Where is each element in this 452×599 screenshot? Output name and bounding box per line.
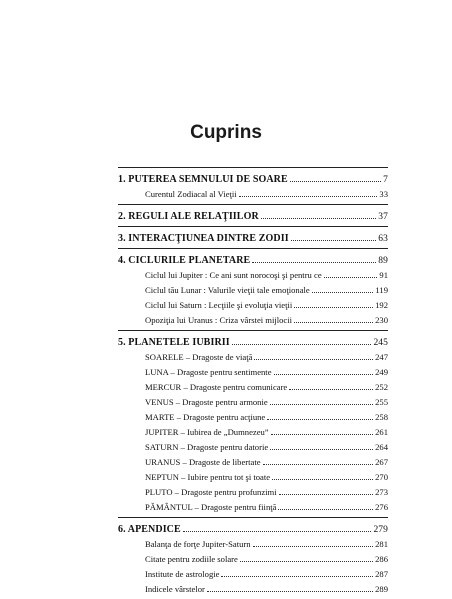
entry-description: – Dragoste pentru datorie xyxy=(178,442,269,452)
page-number: 249 xyxy=(375,367,388,377)
entry-label: SATURN xyxy=(145,442,179,452)
toc-entry[interactable] xyxy=(118,536,388,551)
entry-description: – Dragoste pentru sentimente xyxy=(168,367,272,377)
leader-dots xyxy=(207,581,373,592)
page-number: 245 xyxy=(373,338,388,348)
toc-section xyxy=(118,226,388,245)
leader-dots xyxy=(267,409,373,420)
toc-section-heading[interactable] xyxy=(118,208,388,223)
page-number: 264 xyxy=(375,442,388,452)
leader-dots xyxy=(271,424,373,435)
entry-label: URANUS xyxy=(145,457,181,467)
leader-dots xyxy=(294,297,373,308)
toc-entry[interactable] xyxy=(118,312,388,327)
entry-label: NEPTUN xyxy=(145,472,179,482)
leader-dots xyxy=(278,499,373,510)
leader-dots xyxy=(270,394,373,405)
page-number: 119 xyxy=(375,285,388,295)
leader-dots xyxy=(183,521,372,532)
page-number: 287 xyxy=(375,569,388,579)
leader-dots xyxy=(289,379,373,390)
page-number: 279 xyxy=(373,525,388,535)
leader-dots xyxy=(221,566,373,577)
toc-section xyxy=(118,248,388,327)
toc-entry[interactable] xyxy=(118,566,388,581)
entry-label: MERCUR xyxy=(145,382,182,392)
leader-dots xyxy=(290,171,381,182)
entry-description: – Dragoste de libertate xyxy=(180,457,261,467)
leader-dots xyxy=(291,230,377,241)
toc-entry[interactable] xyxy=(118,282,388,297)
page-number: 273 xyxy=(375,487,388,497)
page-number: 89 xyxy=(378,256,388,266)
page-number: 261 xyxy=(375,427,388,437)
entry-label: Institute de astrologie xyxy=(145,569,220,579)
page-title: Cuprins xyxy=(190,122,262,143)
page-number: 7 xyxy=(383,175,388,185)
toc-entry[interactable] xyxy=(118,186,388,201)
entry-description: – Iubire pentru tot şi toate xyxy=(178,472,271,482)
page-number: 91 xyxy=(379,270,388,280)
leader-dots xyxy=(270,439,373,450)
leader-dots xyxy=(232,334,372,345)
entry-description: – Dragoste pentru armonie xyxy=(173,397,268,407)
leader-dots xyxy=(274,364,374,375)
toc-section-heading[interactable] xyxy=(118,171,388,186)
toc-entry[interactable] xyxy=(118,409,388,424)
toc-section xyxy=(118,204,388,223)
leader-dots xyxy=(240,551,373,562)
entry-label: LUNA xyxy=(145,367,169,377)
section-title: 2. REGULI ALE RELAŢIILOR xyxy=(118,211,259,222)
page-number: 230 xyxy=(375,315,388,325)
toc-entry[interactable] xyxy=(118,454,388,469)
leader-dots xyxy=(261,208,377,219)
entry-label: Balanţa de forţe Jupiter-Saturn xyxy=(145,539,251,549)
toc-entry[interactable] xyxy=(118,349,388,364)
page-number: 255 xyxy=(375,397,388,407)
toc-entry[interactable] xyxy=(118,469,388,484)
page-number: 276 xyxy=(375,502,388,512)
page-number: 258 xyxy=(375,412,388,422)
entry-label: Curentul Zodiacal al Vieţii xyxy=(145,189,237,199)
entry-label: VENUS xyxy=(145,397,174,407)
leader-dots xyxy=(254,349,373,360)
page-number: 252 xyxy=(375,382,388,392)
entry-description: Lecţiile şi evoluţia vieţii xyxy=(206,300,293,310)
entry-label: Indicele vârstelor xyxy=(145,584,205,594)
page-number: 37 xyxy=(378,212,388,222)
section-title: 4. CICLURILE PLANETARE xyxy=(118,255,251,266)
section-title: 5. PLANETELE IUBIRII xyxy=(118,337,230,348)
toc-entry[interactable] xyxy=(118,439,388,454)
leader-dots xyxy=(279,484,374,495)
entry-description: – Dragoste pentru fiinţă xyxy=(192,502,277,512)
leader-dots xyxy=(312,282,374,293)
entry-description: Valurile vieţii tale emoţionale xyxy=(205,285,310,295)
section-title: 3. INTERACŢIUNEA DINTRE ZODII xyxy=(118,233,289,244)
entry-label: Ciclul tău Lunar : xyxy=(145,285,206,295)
section-title: 6. APENDICE xyxy=(118,524,181,535)
toc-entry[interactable] xyxy=(118,551,388,566)
page-number: 247 xyxy=(375,352,388,362)
leader-dots xyxy=(253,536,374,547)
leader-dots xyxy=(252,252,376,263)
toc-entry[interactable] xyxy=(118,364,388,379)
entry-label: MARTE xyxy=(145,412,175,422)
table-of-contents xyxy=(118,167,388,599)
entry-description: Criza vârstei mijlocii xyxy=(217,315,293,325)
toc-section-heading[interactable] xyxy=(118,230,388,245)
page-number: 270 xyxy=(375,472,388,482)
section-title: 1. PUTEREA SEMNULUI DE SOARE xyxy=(118,174,288,185)
page-number: 286 xyxy=(375,554,388,564)
entry-description: – Dragoste pentru profunzimi xyxy=(172,487,277,497)
entry-label: Ciclul lui Saturn : xyxy=(145,300,207,310)
entry-label: JUPITER xyxy=(145,427,179,437)
toc-entry[interactable] xyxy=(118,424,388,439)
entry-label: Citate pentru zodiile solare xyxy=(145,554,238,564)
toc-section-heading[interactable] xyxy=(118,521,388,536)
entry-label: SOARELE xyxy=(145,352,184,362)
page-number: 192 xyxy=(375,300,388,310)
toc-section-heading[interactable] xyxy=(118,252,388,267)
page-number: 267 xyxy=(375,457,388,467)
entry-label: PĂMÂNTUL xyxy=(145,502,193,512)
toc-section xyxy=(118,167,388,201)
page-number: 281 xyxy=(375,539,388,549)
entry-description: – Iubirea de „Dumnezeu” xyxy=(178,427,269,437)
toc-entry[interactable] xyxy=(118,267,388,282)
toc-entry[interactable] xyxy=(118,581,388,596)
entry-description: – Dragoste de viaţă xyxy=(183,352,253,362)
entry-description: – Dragoste pentru acţiune xyxy=(174,412,266,422)
leader-dots xyxy=(324,267,378,278)
leader-dots xyxy=(294,312,373,323)
toc-section xyxy=(118,517,388,596)
entry-label: Opoziţia lui Uranus : xyxy=(145,315,218,325)
leader-dots xyxy=(263,454,374,465)
toc-entry[interactable] xyxy=(118,297,388,312)
toc-section xyxy=(118,330,388,514)
entry-description: Ce ani sunt norocoşi şi pentru ce xyxy=(207,270,322,280)
toc-entry[interactable] xyxy=(118,484,388,499)
page-number: 289 xyxy=(375,584,388,594)
toc-entry[interactable] xyxy=(118,394,388,409)
entry-label: PLUTO xyxy=(145,487,173,497)
entry-description: – Dragoste pentru comunicare xyxy=(181,382,288,392)
leader-dots xyxy=(272,469,373,480)
toc-entry[interactable] xyxy=(118,379,388,394)
page-number: 33 xyxy=(379,189,388,199)
toc-section-heading[interactable] xyxy=(118,334,388,349)
toc-entry[interactable] xyxy=(118,499,388,514)
leader-dots xyxy=(239,186,378,197)
entry-label: Ciclul lui Jupiter : xyxy=(145,270,208,280)
page-number: 63 xyxy=(378,234,388,244)
